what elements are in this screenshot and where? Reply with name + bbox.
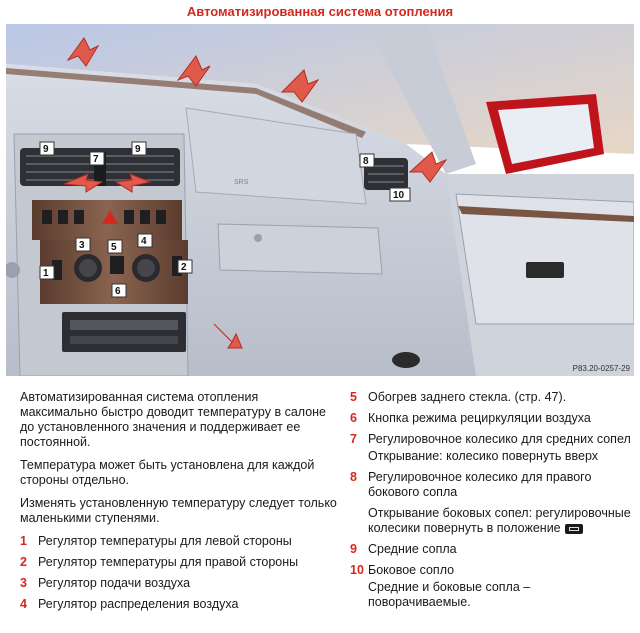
item-text: Средние сопла bbox=[368, 542, 457, 556]
callout-10: 10 bbox=[393, 190, 405, 201]
item-number: 9 bbox=[350, 542, 357, 556]
callout-9-left: 9 bbox=[43, 144, 49, 155]
callout-3: 3 bbox=[79, 240, 85, 251]
item-text: Регулятор температуры для левой стороны bbox=[38, 534, 292, 548]
intro-paragraph: Температура может быть установлена для каждой стороны отдельно. bbox=[20, 458, 315, 487]
callout-1: 1 bbox=[43, 268, 49, 279]
side-vent-note bbox=[368, 506, 632, 536]
item-text: Регулировочное колесико для правого бокового сопла bbox=[368, 470, 592, 499]
list-item bbox=[350, 542, 632, 557]
callout-6: 6 bbox=[115, 286, 121, 297]
item-text bbox=[368, 432, 632, 464]
intro-paragraph: Автоматизированная система отопления максимально быстро доводит температуру в салоне до установленного значения и поддерживает ее постоянной. bbox=[20, 390, 327, 449]
list-item bbox=[20, 597, 338, 612]
dashboard-illustration bbox=[6, 24, 634, 376]
item-text: Регулятор подачи воздуха bbox=[38, 576, 191, 590]
item-text: Регулятор распределения воздуха bbox=[38, 597, 239, 611]
list-item bbox=[20, 555, 338, 570]
figure-reference: P83.20-0257-29 bbox=[572, 364, 630, 373]
callout-7: 7 bbox=[93, 154, 99, 165]
item-number: 6 bbox=[350, 411, 357, 425]
item-text: Кнопка режима рециркуляции воздуха bbox=[368, 411, 591, 425]
item-number: 2 bbox=[20, 555, 27, 569]
item-number: 1 bbox=[20, 534, 27, 548]
item-number: 5 bbox=[350, 390, 357, 404]
list-item bbox=[20, 576, 338, 591]
list-item bbox=[350, 411, 632, 426]
item-number: 4 bbox=[20, 597, 27, 611]
list-item bbox=[350, 563, 632, 610]
right-column bbox=[350, 390, 632, 616]
item-number: 3 bbox=[20, 576, 27, 590]
page-title: Автоматизированная система отопления bbox=[186, 4, 454, 19]
intro-paragraph: Изменять установленную температуру следует только маленькими ступенями. bbox=[20, 496, 337, 525]
item-text: Регулятор температуры для правой стороны bbox=[38, 555, 299, 569]
callout-2: 2 bbox=[181, 262, 187, 273]
item-subtext: Открывание: колесико повернуть вверх bbox=[368, 449, 599, 463]
callout-8: 8 bbox=[363, 156, 369, 167]
item-number: 7 bbox=[350, 432, 357, 446]
side-vent-note-text: Открывание боковых сопел: регулировочные колесики повернуть в положение bbox=[368, 506, 631, 535]
item-subtext: Средние и боковые сопла – поворачиваемые. bbox=[368, 580, 531, 609]
item-number: 8 bbox=[350, 470, 357, 484]
item-main-text: Регулировочное колесико для средних сопел bbox=[368, 432, 631, 446]
list-item bbox=[20, 534, 338, 549]
list-item bbox=[350, 390, 632, 405]
item-text: Обогрев заднего стекла. (стр. 47). bbox=[368, 390, 567, 404]
list-item bbox=[350, 470, 632, 500]
slot-position-icon bbox=[565, 524, 583, 534]
callout-5: 5 bbox=[111, 242, 117, 253]
left-column bbox=[20, 390, 338, 618]
list-item bbox=[350, 432, 632, 464]
item-number: 10 bbox=[350, 563, 364, 577]
svg-text:SRS: SRS bbox=[234, 179, 249, 186]
item-text bbox=[368, 563, 632, 610]
callout-9-right: 9 bbox=[135, 144, 141, 155]
callout-4: 4 bbox=[141, 236, 147, 247]
item-main-text: Боковое сопло bbox=[368, 563, 455, 577]
